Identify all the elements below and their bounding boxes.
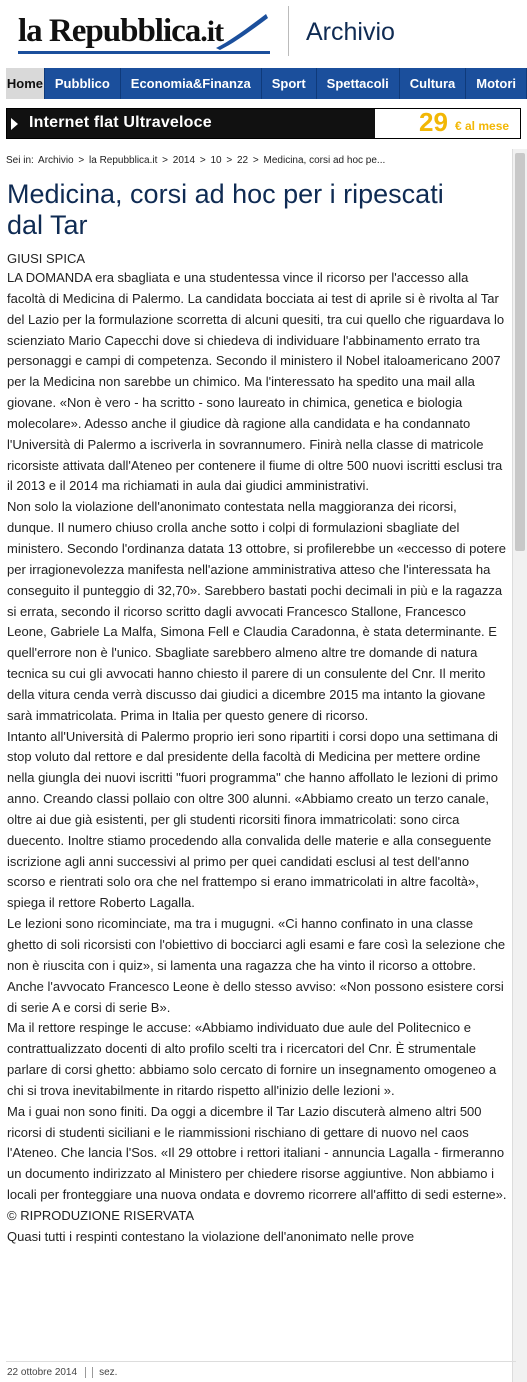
ad-banner[interactable] xyxy=(6,108,521,139)
ad-banner-text: Internet flat Ultraveloce xyxy=(29,114,212,131)
nav-item-spettacoli[interactable]: Spettacoli xyxy=(317,68,400,99)
main-nav xyxy=(6,68,527,99)
breadcrumb-separator: > xyxy=(252,155,259,166)
article-date: 22 ottobre 2014 xyxy=(7,1367,78,1378)
article-paragraph: Intanto all'Università di Palermo proprio ieri sono ripartiti i corsi dopo una settimana di stop voluto dal rettore e dal presidente della facoltà di Medicina per mettere ordine nella giungla dei nuovi iscritti "fuori programma" che hanno affollato le lezioni di primo anno. Creando classi pollaio con oltre 300 alunni. «Abbiamo creato un terzo canale, oltre ai due già esistenti, per gli studenti ricorsiti finora immatricolati: sono circa duecento. Inoltre stiamo procedendo alla convalida delle materie e alla conseguente iscrizione agli anni successivi al primo per quei candidati esclusi al test dell'anno scorso e rientrati solo ora che nel frattempo si erano immatricolati in altre facoltà», spiega il rettore Roberto Lagalla. xyxy=(7,728,498,911)
article-footer xyxy=(7,1367,117,1378)
article-paragraph: Ma il rettore respinge le accuse: «Abbiamo individuato due aule del Politecnico e contrattualizzato docenti di alto profilo scelti tra i ricercatori del Cnr. È strumentale parlare di corsi ghetto: abbiamo solo cercato di fornire un insegnamento omogeneo a chi si trova inevitabilmente in ritardo rispetto all'inizio delle lezioni ». xyxy=(7,1020,497,1098)
breadcrumb-item-year[interactable]: 2014 xyxy=(172,155,196,166)
footer-divider xyxy=(6,1361,516,1362)
article-section[interactable]: sez. xyxy=(99,1367,118,1378)
breadcrumb-item-day[interactable]: 22 xyxy=(236,155,249,166)
breadcrumb-item-archivio[interactable]: Archivio xyxy=(38,155,74,166)
nav-item-economia[interactable]: Economia&Finanza xyxy=(121,68,262,99)
breadcrumb-prefix: Sei in: xyxy=(6,155,34,166)
article-author: GIUSI SPICA xyxy=(7,251,86,266)
article-title: Medicina, corsi ad hoc per i ripescati dal Tar xyxy=(7,179,444,240)
logo-swoosh-icon xyxy=(212,10,270,52)
ad-price: 29 xyxy=(419,107,448,137)
scrollbar[interactable] xyxy=(512,149,527,1382)
breadcrumb-separator: > xyxy=(226,155,233,166)
nav-item-pubblico[interactable]: Pubblico xyxy=(45,68,121,99)
nav-item-sport[interactable]: Sport xyxy=(262,68,317,99)
nav-item-motori[interactable]: Motori xyxy=(466,68,527,99)
section-title[interactable]: Archivio xyxy=(306,18,395,46)
article-paragraph: Le lezioni sono ricominciate, ma tra i mugugni. «Ci hanno confinato in una classe ghetto di soli ricorsisti con l'obiettivo di bocciarci agli esami e fare così la selezione che non è riuscita con i quiz», si lamenta una ragazza che ha vinto il ricorso a ottobre. Anche l'avvocato Francesco Leone è dello stesso avviso: «Non possono esistere corsi di serie A e corsi di serie B». xyxy=(7,916,506,1015)
breadcrumb-item-current: Medicina, corsi ad hoc pe... xyxy=(263,155,386,166)
copyright-notice: © RIPRODUZIONE RISERVATA xyxy=(7,1207,195,1223)
article-summary: Quasi tutti i respinti contestano la violazione dell'anonimato nelle prove xyxy=(7,1228,415,1244)
play-arrow-icon xyxy=(11,118,18,130)
site-logo[interactable]: la Repubblica.it xyxy=(18,13,224,49)
article-body xyxy=(7,268,507,1248)
ad-price-unit: € al mese xyxy=(455,119,510,133)
breadcrumb xyxy=(6,155,387,166)
footer-separator xyxy=(92,1367,93,1378)
breadcrumb-separator: > xyxy=(78,155,85,166)
breadcrumb-item-repubblica[interactable]: la Repubblica.it xyxy=(89,155,158,166)
breadcrumb-separator: > xyxy=(199,155,206,166)
site-header xyxy=(0,0,527,66)
nav-item-home[interactable]: Home xyxy=(6,68,45,99)
ad-banner-left xyxy=(7,109,375,138)
header-divider xyxy=(288,6,289,56)
article-paragraph: Ma i guai non sono finiti. Da oggi a dicembre il Tar Lazio discuterà almeno altri 500 ricorsi di studenti siciliani e le riammissioni rischiano di gettare di nuovo nel caos l'Ateneo. Che lancia l'Sos. «Il 29 ottobre i rettori italiani - annuncia Lagalla - firmeranno un documento indirizzato al Ministero per chiedere risorse aggiuntive. Non abbiamo i locali per fronteggiare una nuova ondata e dovremo ricorrere all'affitto di sedi esterne». xyxy=(7,1103,507,1203)
scrollbar-thumb[interactable] xyxy=(515,153,525,551)
nav-item-cultura[interactable]: Cultura xyxy=(400,68,467,99)
article-paragraph: LA DOMANDA era sbagliata e una studentessa vince il ricorso per l'accesso alla facoltà di Medicina di Palermo. La candidata bocciata ai test di aprile si è rivolta al Tar del Lazio per la formulazione scorretta di alcuni quesiti, tra cui quello che riguardava lo scienziato Mario Capecchi dove si chiedeva di individuare l'abbinamento errato tra personaggi e campi di competenza. Secondo il ministero il Nobel italoamericano 2007 per la Medicina non sarebbe un chimico. Ma l'interessato ha spedito una mail alla giovane. «Non è vero - ha scritto - sono laureato in chimica, genetica e biologia molecolare». Adesso anche il giudice dà ragione alla candidata e ha condannato l'Università di Palermo a iscriverla in sovrannumero. Finirà nella classe di matricole ricorsiste attivata dall'Ateneo per contenere il fiume di oltre 500 nuovi iscritti esclusi tra il 2013 e il 2014 ma richiamati in aula dai giudici amministrativi. xyxy=(7,270,505,494)
breadcrumb-item-month[interactable]: 10 xyxy=(210,155,222,166)
breadcrumb-separator: > xyxy=(162,155,169,166)
logo-underline xyxy=(18,51,270,54)
article-paragraph: Non solo la violazione dell'anonimato contestata nella maggioranza dei ricorsi, dunque. Il numero chiuso crolla anche sotto i colpi di formulazioni sbagliate del ministero. Secondo l'ordinanza datata 13 ottobre, si profilerebbe un «eccesso di potere per irragionevolezza manifesta nell'azione amministrativa atteso che l'interessata ha conseguito il punteggio di 32,70». Sarebbero bastati pochi decimali in più e la ragazza si errata, secondo il ricorso scritto dagli avvocati Francesco Stallone, Francesco Leone, Gabriele La Malfa, Simona Fell e Claudia Caradonna, è stata determinante. E quell'errore non è l'unico. Sbagliate sarebbero almeno altre tre domande di natura tecnica su cui gli avvocati hanno chiesto il parere di un consulente del Cnr. Il merito della vitura cenda verrà discusso dai giudici a dicembre 2015 ma intanto la giovane sarà immatricolata. Prima in Italia per questo genere di ricorso. xyxy=(7,499,506,723)
footer-separator xyxy=(85,1367,86,1378)
ad-price-box xyxy=(375,109,520,138)
